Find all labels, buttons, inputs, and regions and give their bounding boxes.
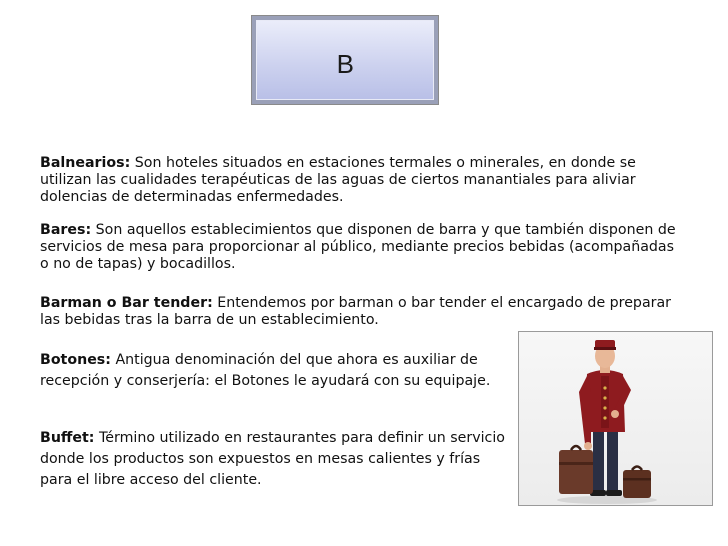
bellboy-illustration bbox=[519, 332, 712, 505]
entry-definition: Son hoteles situados en estaciones termales o minerales, en donde se utilizan las cualidades terapéuticas de las aguas de ciertos manantiales para aliviar dolencias de determinadas enfermedades. bbox=[40, 155, 636, 205]
entry-barman bbox=[40, 295, 680, 329]
entry-definition: Término utilizado en restaurantes para definir un servicio donde los productos son expuestos en mesas calientes y frías para el libre acceso del cliente. bbox=[40, 430, 505, 488]
entry-term: Bares: bbox=[40, 222, 92, 238]
entry-bares bbox=[40, 222, 680, 273]
bellboy-photo bbox=[518, 331, 713, 506]
entry-buffet bbox=[40, 428, 510, 491]
entry-term: Buffet: bbox=[40, 430, 95, 446]
entry-botones bbox=[40, 350, 510, 392]
entry-term: Balnearios: bbox=[40, 155, 131, 171]
entry-definition: Antigua denominación del que ahora es auxiliar de recepción y conserjería: el Botones le ayudará con su equipaje. bbox=[40, 352, 491, 389]
slide-title: B bbox=[336, 49, 354, 79]
entry-definition: Entendemos por barman o bar tender el encargado de preparar las bebidas tras la barra de un establecimiento. bbox=[40, 295, 671, 328]
entry-balnearios bbox=[40, 155, 680, 206]
entry-term: Barman o Bar tender: bbox=[40, 295, 213, 311]
entry-definition: Son aquellos establecimientos que disponen de barra y que también disponen de servicios de mesa para proporcionar al público, mediante precios bebidas (acompañadas o no de tapas) y bocadillos. bbox=[40, 222, 676, 272]
slide-title-box bbox=[251, 15, 439, 105]
entry-term: Botones: bbox=[40, 352, 111, 368]
